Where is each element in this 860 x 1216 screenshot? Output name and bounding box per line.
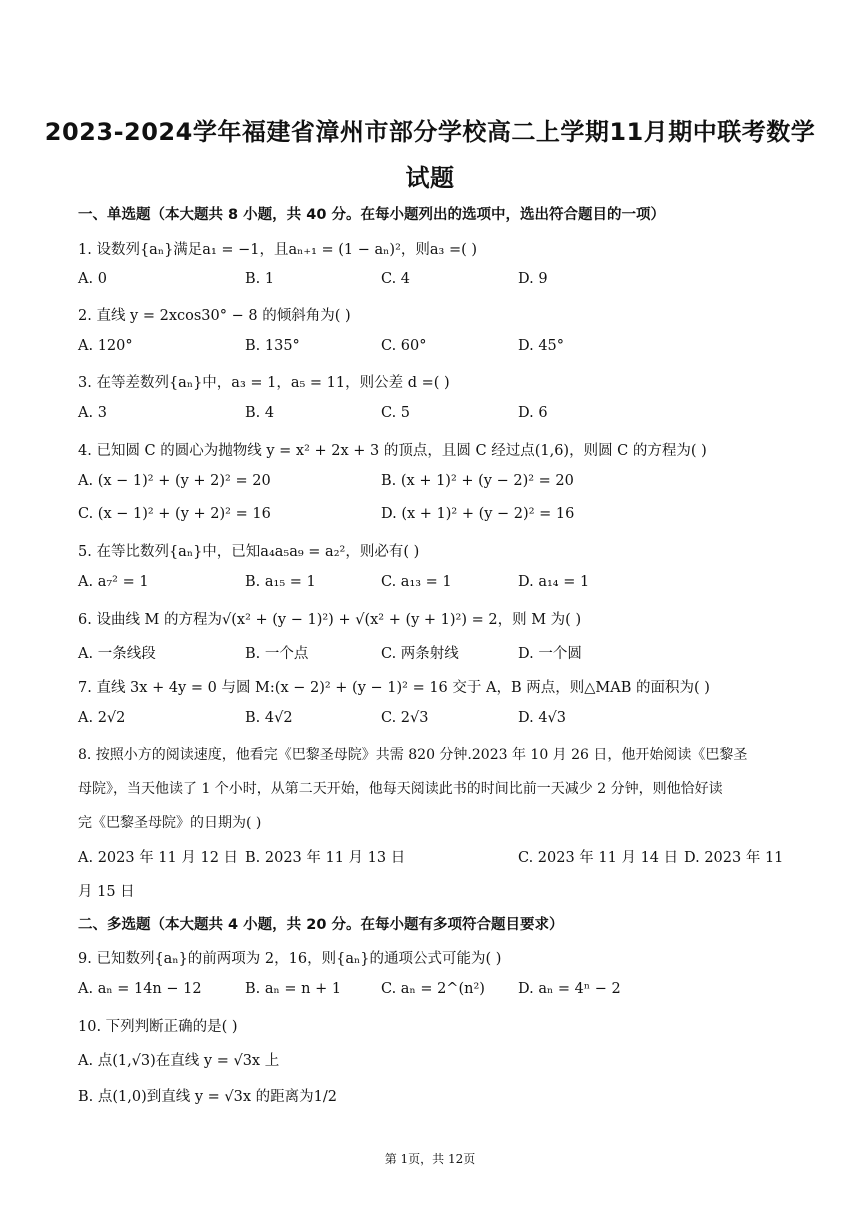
option-d: D. a₁₄ = 1 bbox=[518, 574, 590, 590]
question-stem: 7. 直线 3x + 4y = 0 与圆 M:(x − 2)² + (y − 1)² = 16 交于 A，B 两点，则△MAB 的面积为( ) bbox=[78, 680, 710, 696]
option-d: D. (x + 1)² + (y − 2)² = 16 bbox=[381, 506, 575, 522]
option-a: A. 2023 年 11 月 12 日 bbox=[78, 850, 239, 866]
question-stem: 1. 设数列{aₙ}满足a₁ = −1，且aₙ₊₁ = (1 − aₙ)²，则a₃ =( ) bbox=[78, 242, 478, 258]
option-b: B. 一个点 bbox=[245, 646, 309, 662]
section-heading-single-choice: 一、单选题（本大题共 8 小题，共 40 分。在每小题列出的选项中，选出符合题目的一项） bbox=[78, 207, 665, 223]
option-a: A. a₇² = 1 bbox=[78, 574, 149, 590]
question-stem: 10. 下列判断正确的是( ) bbox=[78, 1019, 238, 1035]
option-b: B. a₁₅ = 1 bbox=[245, 574, 316, 590]
option-c: C. 4 bbox=[381, 271, 411, 287]
question-stem-line: 完《巴黎圣母院》的日期为( ) bbox=[78, 815, 262, 831]
question-stem: 6. 设曲线 M 的方程为√(x² + (y − 1)²) + √(x² + (y + 1)²) = 2，则 M 为( ) bbox=[78, 612, 582, 628]
option-c: C. a₁₃ = 1 bbox=[381, 574, 452, 590]
option-a: A. 120° bbox=[78, 338, 133, 354]
statement-a: A. 点(1,√3)在直线 y = √3x 上 bbox=[78, 1053, 280, 1069]
option-a: A. 一条线段 bbox=[78, 646, 156, 662]
option-c: C. 2023 年 11 月 14 日 bbox=[518, 850, 679, 866]
question-stem: 5. 在等比数列{aₙ}中，已知a₄a₅a₉ = a₂²，则必有( ) bbox=[78, 544, 420, 560]
option-a: A. 0 bbox=[78, 271, 107, 287]
question-stem: 2. 直线 y = 2xcos30° − 8 的倾斜角为( ) bbox=[78, 308, 351, 324]
option-d: D. 2023 年 11 bbox=[684, 850, 784, 866]
page-title-line2: 试题 bbox=[405, 164, 455, 192]
option-d: D. 4√3 bbox=[518, 710, 567, 726]
question-stem: 9. 已知数列{aₙ}的前两项为 2，16，则{aₙ}的通项公式可能为( ) bbox=[78, 951, 502, 967]
option-d: D. 9 bbox=[518, 271, 548, 287]
option-b: B. (x + 1)² + (y − 2)² = 20 bbox=[381, 473, 574, 489]
option-d: D. 45° bbox=[518, 338, 565, 354]
page-number-footer: 第 1页，共 12页 bbox=[384, 1152, 476, 1166]
option-a: A. 3 bbox=[78, 405, 107, 421]
question-stem-line: 母院》，当天他读了 1 个小时，从第二天开始，他每天阅读此书的时间比前一天减少 2 分钟，则他恰好读 bbox=[78, 781, 723, 797]
option-d-continuation: 月 15 日 bbox=[78, 884, 135, 900]
option-d: D. 一个圆 bbox=[518, 646, 582, 662]
option-a: A. (x − 1)² + (y + 2)² = 20 bbox=[78, 473, 271, 489]
option-a: A. 2√2 bbox=[78, 710, 126, 726]
option-c: C. 5 bbox=[381, 405, 411, 421]
option-c: C. 60° bbox=[381, 338, 427, 354]
page-title-line1: 2023-2024学年福建省漳州市部分学校高二上学期11月期中联考数学 bbox=[44, 118, 816, 146]
question-stem: 3. 在等差数列{aₙ}中，a₃ = 1，a₅ = 11，则公差 d =( ) bbox=[78, 375, 450, 391]
option-c: C. aₙ = 2^(n²) bbox=[381, 981, 485, 997]
option-c: C. 2√3 bbox=[381, 710, 429, 726]
option-d: D. 6 bbox=[518, 405, 548, 421]
option-b: B. aₙ = n + 1 bbox=[245, 981, 342, 997]
option-b: B. 4√2 bbox=[245, 710, 293, 726]
question-stem: 4. 已知圆 C 的圆心为抛物线 y = x² + 2x + 3 的顶点，且圆 C 经过点(1,6)，则圆 C 的方程为( ) bbox=[78, 443, 707, 459]
option-c: C. 两条射线 bbox=[381, 646, 459, 662]
option-d: D. aₙ = 4ⁿ − 2 bbox=[518, 981, 621, 997]
option-b: B. 2023 年 11 月 13 日 bbox=[245, 850, 406, 866]
section-heading-multiple-choice: 二、多选题（本大题共 4 小题，共 20 分。在每小题有多项符合题目要求） bbox=[78, 917, 564, 933]
option-a: A. aₙ = 14n − 12 bbox=[78, 981, 202, 997]
option-b: B. 1 bbox=[245, 271, 275, 287]
statement-b: B. 点(1,0)到直线 y = √3x 的距离为1/2 bbox=[78, 1089, 338, 1105]
question-stem-line: 8. 按照小方的阅读速度，他看完《巴黎圣母院》共需 820 分钟.2023 年 10 月 26 日，他开始阅读《巴黎圣 bbox=[78, 747, 748, 763]
option-b: B. 4 bbox=[245, 405, 275, 421]
option-c: C. (x − 1)² + (y + 2)² = 16 bbox=[78, 506, 271, 522]
option-b: B. 135° bbox=[245, 338, 300, 354]
